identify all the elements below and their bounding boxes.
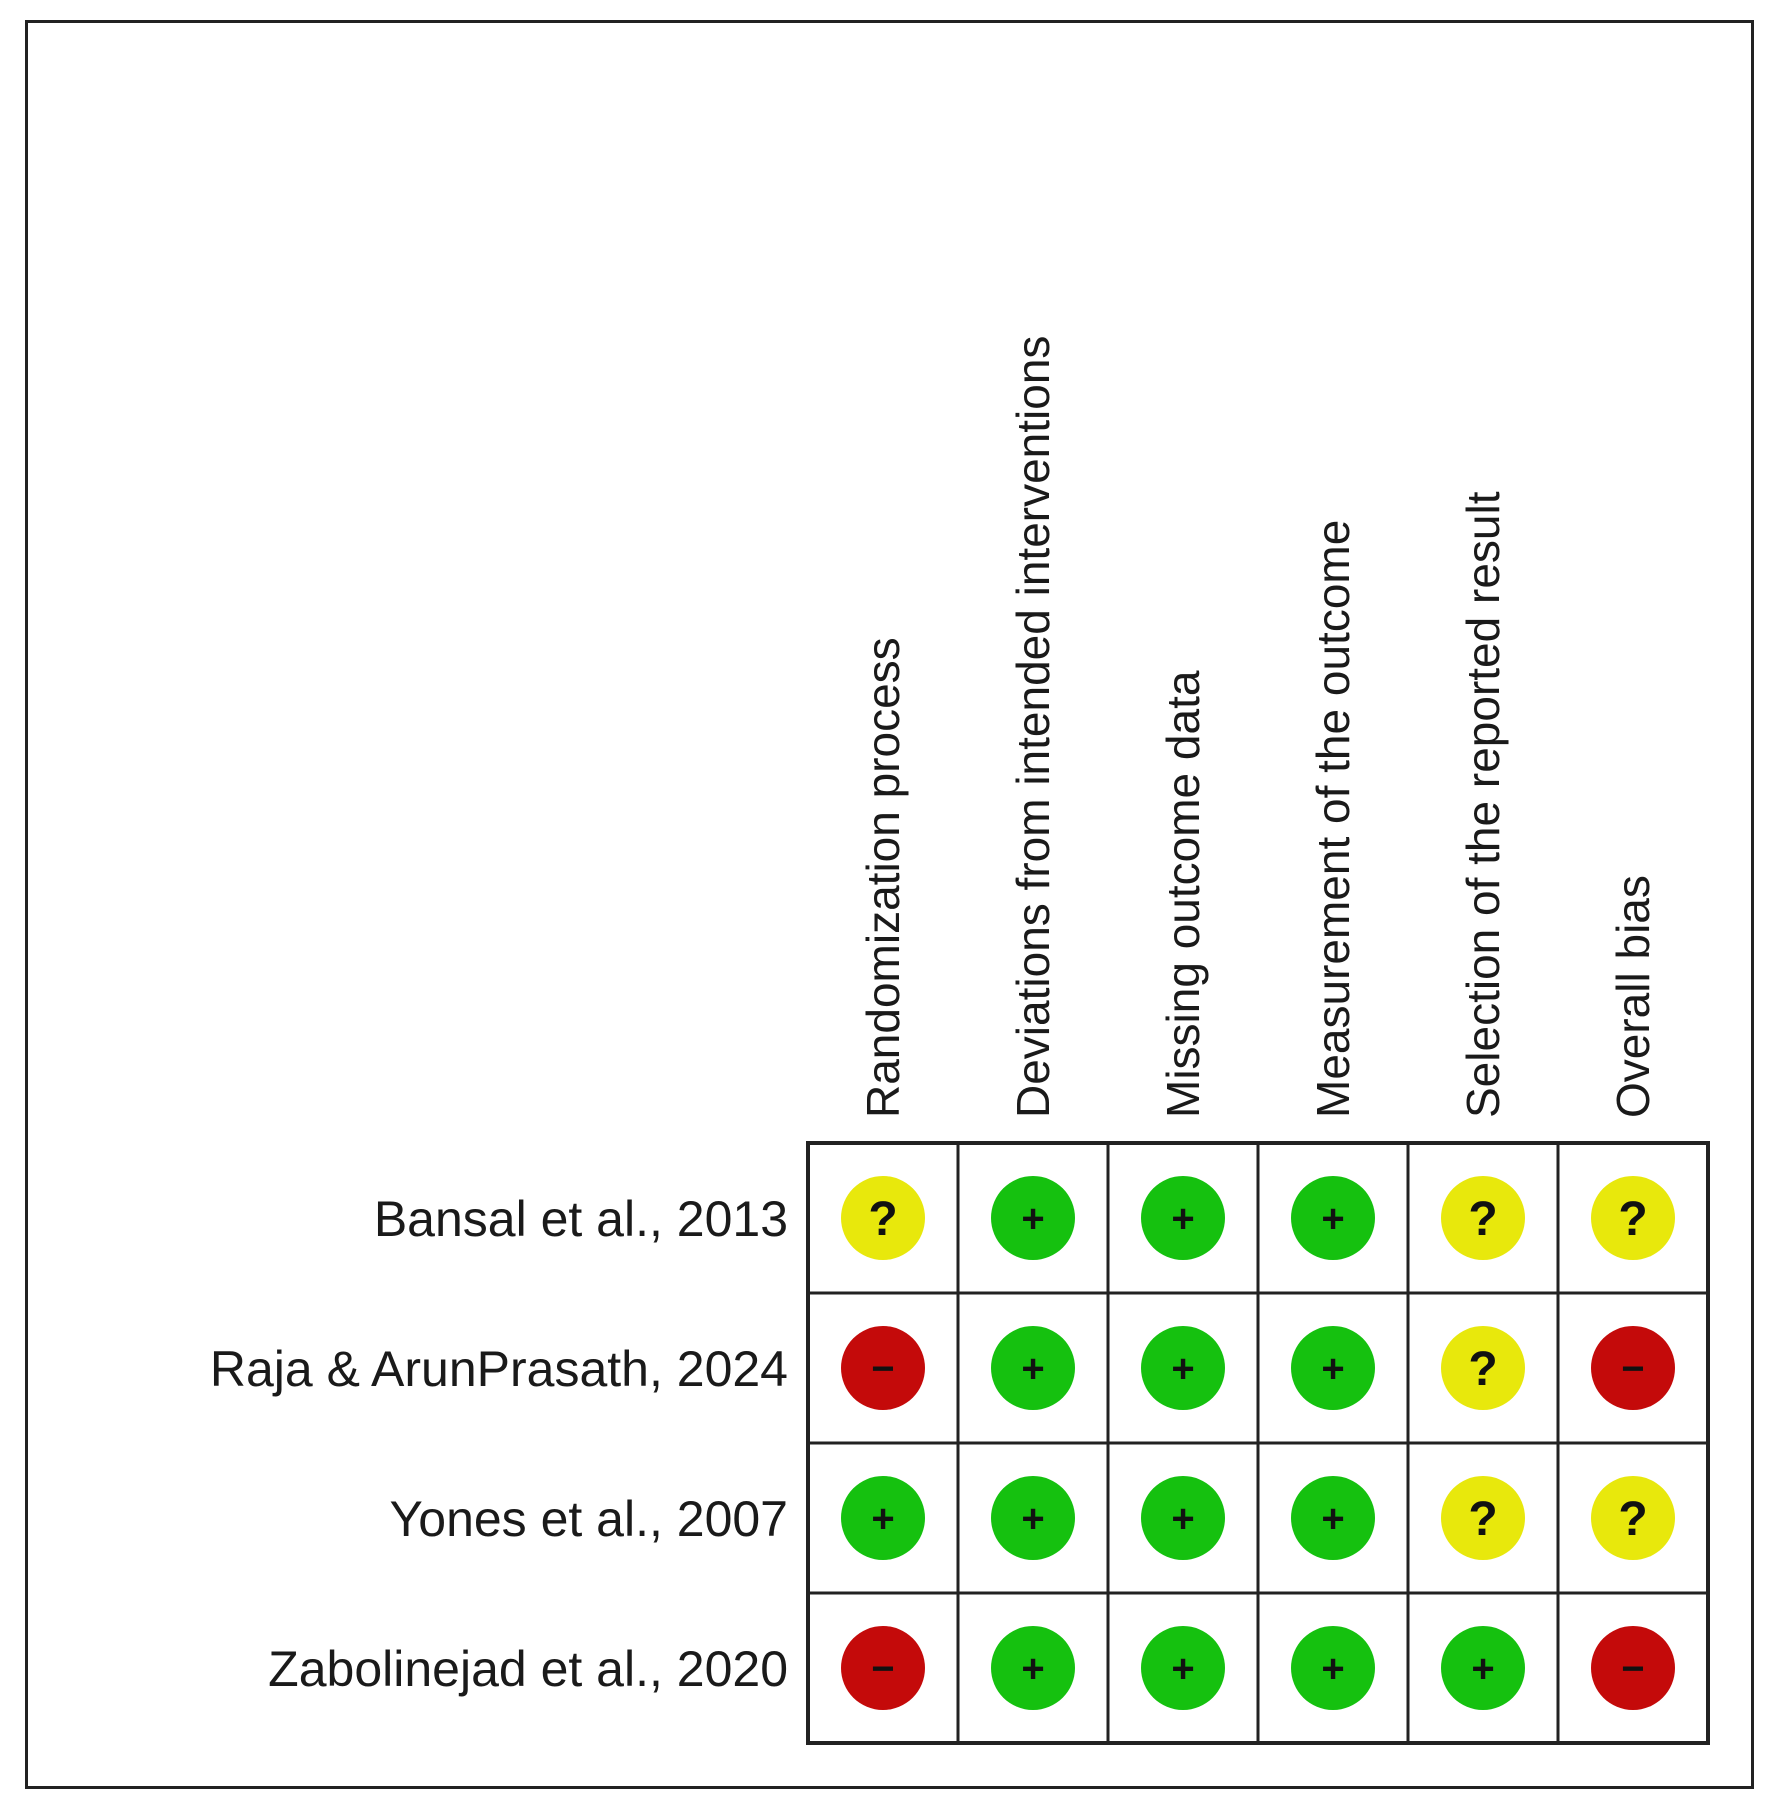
judgement-symbol: + [1021, 1647, 1045, 1691]
study-labels [210, 1191, 788, 1697]
judgement-symbol: − [1621, 1347, 1645, 1391]
judgement-symbol: ? [1468, 1192, 1498, 1246]
judgement-symbol: + [1171, 1197, 1195, 1241]
judgement-symbol: ? [1618, 1192, 1648, 1246]
domain-label: Missing outcome data [1157, 670, 1209, 1118]
judgement-symbol: + [871, 1497, 895, 1541]
risk-of-bias-traffic-light-plot [28, 23, 1751, 1786]
judgement-symbol: + [1021, 1497, 1045, 1541]
judgement-symbol: + [1171, 1497, 1195, 1541]
judgement-symbol: + [1021, 1197, 1045, 1241]
figure-frame [25, 20, 1754, 1789]
judgement-symbol: + [1021, 1347, 1045, 1391]
domain-label: Selection of the reported result [1457, 491, 1509, 1118]
judgement-symbol: ? [1468, 1492, 1498, 1546]
domain-label: Deviations from intended interventions [1007, 335, 1059, 1118]
judgement-symbol: + [1171, 1347, 1195, 1391]
judgement-symbol: + [1321, 1647, 1345, 1691]
judgement-symbol: + [1171, 1647, 1195, 1691]
judgement-symbol: ? [1618, 1492, 1648, 1546]
judgement-symbol: ? [1468, 1342, 1498, 1396]
study-label: Yones et al., 2007 [389, 1491, 788, 1547]
judgement-symbol: + [1321, 1347, 1345, 1391]
domain-label: Overall bias [1607, 875, 1659, 1118]
judgement-grid [808, 1143, 1708, 1743]
judgement-symbol: − [871, 1347, 895, 1391]
judgement-symbol: + [1321, 1197, 1345, 1241]
domain-labels [857, 336, 1659, 1118]
domain-label: Measurement of the outcome [1307, 519, 1359, 1118]
judgement-symbol: + [1471, 1647, 1495, 1691]
study-label: Raja & ArunPrasath, 2024 [209, 1341, 788, 1397]
judgement-symbol: − [1621, 1647, 1645, 1691]
judgement-symbol: − [871, 1647, 895, 1691]
domain-label: Randomization process [857, 637, 909, 1118]
study-label: Zabolinejad et al., 2020 [268, 1641, 788, 1697]
judgement-symbol: ? [868, 1192, 898, 1246]
study-label: Bansal et al., 2013 [373, 1191, 788, 1247]
judgement-symbol: + [1321, 1497, 1345, 1541]
